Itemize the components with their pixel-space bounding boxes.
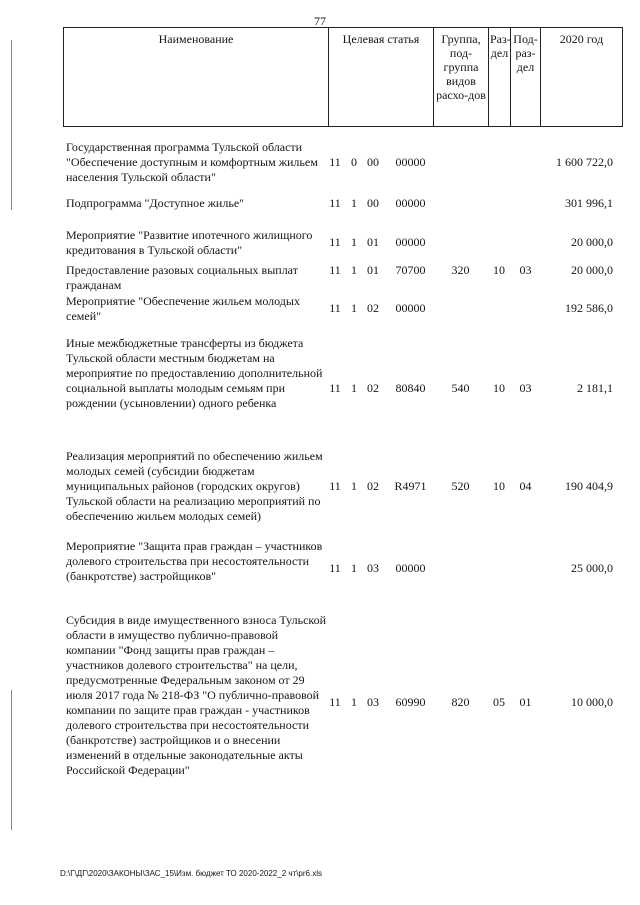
row-code-event: 00 — [367, 155, 379, 169]
row-section: 10 — [493, 263, 505, 277]
row-amount: 20 000,0 — [571, 235, 613, 249]
header-name: Наименование — [64, 28, 329, 126]
row-code-subprogram: 1 — [351, 263, 357, 277]
row-name: Иные межбюджетные трансферты из бюджета Тульской области местным бюджетам на мероприятие по предоставлению дополнительной социальной выплаты молодым семьям при рождении (усыновлении) одного ребенка — [66, 336, 323, 410]
row-code-direction: 60990 — [395, 695, 426, 709]
row-code-event: 03 — [367, 561, 379, 575]
row-code-program: 11 — [329, 301, 341, 315]
row-amount: 192 586,0 — [565, 301, 613, 315]
row-group: 320 — [451, 263, 470, 277]
row-section: 05 — [493, 695, 505, 709]
header-target-article: Целевая статья — [329, 28, 434, 126]
header-section: Раз-дел — [489, 28, 511, 126]
row-name: Мероприятие "Развитие ипотечного жилищного кредитования в Тульской области" — [66, 228, 313, 257]
row-section: 10 — [493, 479, 505, 493]
row-code-direction: 00000 — [395, 155, 426, 169]
row-code-event: 02 — [367, 479, 379, 493]
row-amount: 190 404,9 — [565, 479, 613, 493]
row-name: Субсидия в виде имущественного взноса Тульской области в имущество публично-правовой компании "Фонд защиты прав граждан – участников долевого строительства" на цели, предусмотренные Федеральным законом от 29 июля 2017 года № 218-ФЗ "О публично-правовой компании по защите прав граждан - участников долевого строительства при несостоятельности (банкротстве) застройщиков и о внесении изменений в отдельные законодательные акты Российской Федерации" — [66, 613, 327, 777]
row-code-direction: 00000 — [395, 301, 426, 315]
row-group: 820 — [451, 695, 470, 709]
row-name: Государственная программа Тульской области "Обеспечение доступным и комфортным жильем населения Тульской области" — [66, 140, 318, 184]
row-code-event: 01 — [367, 235, 379, 249]
header-group: Группа, под-группа видов расхо-дов — [434, 28, 489, 126]
row-code-subprogram: 1 — [351, 561, 357, 575]
row-code-subprogram: 1 — [351, 301, 357, 315]
row-amount: 10 000,0 — [571, 695, 613, 709]
row-code-program: 11 — [329, 479, 341, 493]
row-code-program: 11 — [329, 381, 341, 395]
row-code-event: 01 — [367, 263, 379, 277]
row-code-subprogram: 1 — [351, 381, 357, 395]
footer-file-path: D:\Г\ДГ\2020\ЗАКОНЫ\ЗАС_15\Изм. бюджет ТО 2020-2022_2 чт\pr6.xls — [60, 869, 322, 878]
row-subsection: 03 — [519, 381, 532, 395]
row-section: 10 — [493, 381, 505, 395]
row-code-subprogram: 1 — [351, 196, 357, 210]
margin-mark-top — [11, 40, 12, 210]
row-name: Предоставление разовых социальных выплат гражданам — [66, 263, 298, 292]
row-code-direction: 00000 — [395, 561, 426, 575]
row-subsection: 03 — [519, 263, 532, 277]
header-year: 2020 год — [559, 32, 604, 46]
header-subsection: Под-раз-дел — [511, 28, 541, 126]
row-code-program: 11 — [329, 561, 341, 575]
row-code-direction: R4971 — [394, 479, 427, 493]
row-code-program: 11 — [329, 196, 341, 210]
row-amount: 1 600 722,0 — [556, 155, 613, 169]
row-name: Реализация мероприятий по обеспечению жильем молодых семей (субсидии бюджетам муниципальных районов (городских округов) Тульской области на реализацию мероприятий по обеспечению жильем молодых семей) — [66, 449, 323, 523]
row-group: 540 — [451, 381, 470, 395]
row-code-event: 02 — [367, 381, 379, 395]
row-name: Подпрограмма "Доступное жилье" — [66, 196, 245, 210]
row-code-subprogram: 0 — [351, 155, 357, 169]
row-amount: 20 000,0 — [571, 263, 613, 277]
row-code-direction: 00000 — [395, 196, 426, 210]
row-subsection: 01 — [519, 695, 532, 709]
table-header — [63, 27, 623, 127]
row-name: Мероприятие "Защита прав граждан – участников долевого строительства при несостоятельности (банкротстве) застройщиков" — [66, 539, 323, 583]
row-code-direction: 00000 — [395, 235, 426, 249]
row-code-event: 02 — [367, 301, 379, 315]
row-code-program: 11 — [329, 695, 341, 709]
row-amount: 301 996,1 — [565, 196, 613, 210]
row-name: Мероприятие "Обеспечение жильем молодых семей" — [66, 294, 300, 323]
page-number: 77 — [314, 14, 326, 28]
row-code-subprogram: 1 — [351, 695, 357, 709]
row-code-program: 11 — [329, 155, 341, 169]
row-code-event: 00 — [367, 196, 379, 210]
row-code-program: 11 — [329, 263, 341, 277]
margin-mark-bottom — [11, 690, 12, 830]
row-subsection: 04 — [519, 479, 532, 493]
row-code-direction: 70700 — [395, 263, 426, 277]
row-code-subprogram: 1 — [351, 235, 357, 249]
row-code-subprogram: 1 — [351, 479, 357, 493]
row-code-program: 11 — [329, 235, 341, 249]
row-group: 520 — [451, 479, 470, 493]
row-code-event: 03 — [367, 695, 379, 709]
row-amount: 2 181,1 — [577, 381, 613, 395]
row-code-direction: 80840 — [395, 381, 426, 395]
row-amount: 25 000,0 — [571, 561, 613, 575]
